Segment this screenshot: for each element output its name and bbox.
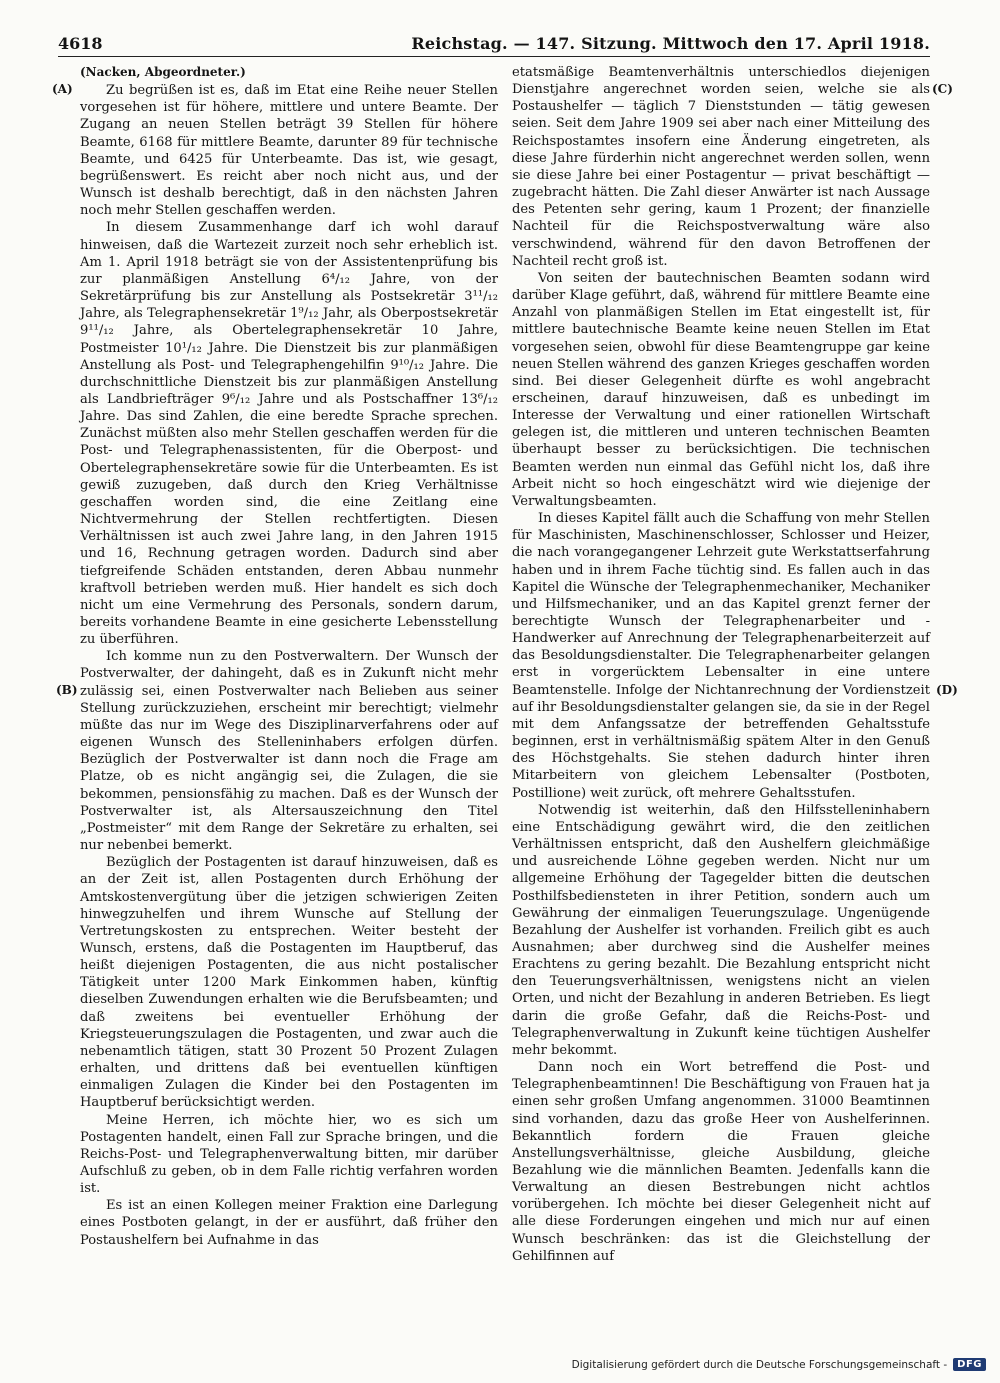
margin-marker-a: (A): [52, 82, 73, 96]
dfg-logo: DFG: [953, 1358, 986, 1371]
paragraph: Dann noch ein Wort betreffend die Post- und Telegraphenbeamtinnen! Die Beschäftigung von Frauen hat ja einen sehr großen Umfang angenommen. 31000 Beamtinnen sind vorhanden, dazu das große Heer von Aushelferinnen. Bekanntlich fordern die Frauen gleiche Anstellungsverhältnisse, gleiche Ausbildung, gleiche Bezahlung wie die männlichen Beamten. Jedenfalls kann die Verwaltung an diesen Bestrebungen nicht achtlos vorübergehen. Ich möchte bei dieser Gelegenheit nicht auf alle diese Forderungen eingehen und mich nur auf einen Wunsch beschränken: das ist die Gleichstellung der Gehilfinnen auf: [512, 1060, 930, 1264]
paragraph: Meine Herren, ich möchte hier, wo es sich um Postagenten handelt, einen Fall zur Sprache bringen, und die Reichs-Post- und Telegraphenverwaltung bitten, mir darüber Aufschluß zu geben, ob in dem Falle richtig verfahren worden ist.: [80, 1112, 498, 1197]
paragraph: Notwendig ist weiterhin, daß den Hilfsstelleninhabern eine Entschädigung gewährt wird, die den zeitlichen Verhältnissen entspricht, daß den Aushelfern gleichmäßige und ausreichende Löhne gegeben werden. Nicht nur um allgemeine Erhöhung der Tagegelder bitten die deutschen Posthilfsbediensteten in ihrer Petition, sondern auch um Gewährung der einmaligen Teuerungszulage. Ungenügende Bezahlung der Aushelfer ist vorhanden. Freilich gibt es auch Ausnahmen; aber durchweg sind die Aushelfer meines Erachtens zu gering bezahlt. Die Bezahlung entspricht nicht den Teuerungsverhältnissen, wenigstens nicht an vielen Orten, und nicht der Bezahlung in anderen Betrieben. Es liegt darin die große Gefahr, daß die Reichs-Post- und Telegraphenverwaltung in Zukunft keine tüchtigen Aushelfer mehr bekommt.: [512, 802, 930, 1058]
right-column: [512, 64, 930, 1265]
paragraph: Ich komme nun zu den Postverwaltern. Der Wunsch der Postverwalter, der dahingeht, daß es in Zukunft nicht mehr zulässig sei, einen Postverwalter nach Belieben aus seiner Stellung zurückzuziehen, erscheint mir berechtigt; vielmehr müßte das nur im Wege des Disziplinarverfahrens oder auf eigenen Wunsch des Stelleninhabers erfolgen dürfen. Bezüglich der Postverwalter ist dann noch die Frage am Platze, ob es nicht angängig sei, die Zulagen, die sie bekommen, pensionsfähig zu machen. Daß es der Wunsch der Postverwalter ist, als Altersauszeichnung den Titel „Postmeister“ mit dem Range der Sekretäre zu erhalten, sei nur nebenbei bemerkt.: [80, 649, 498, 854]
margin-marker-c: (C): [932, 82, 953, 96]
speaker-line: (Nacken, Abgeordneter.): [80, 65, 246, 79]
paragraph: Bezüglich der Postagenten ist darauf hinzuweisen, daß es an der Zeit ist, allen Postagenten durch Erhöhung der Amtskostenvergütung über die jetzigen schwierigen Zeiten hinwegzuhelfen und ihrem Wunsche auf Stellung der Vertretungskosten zu entsprechen. Weiter besteht der Wunsch, erstens, daß die Postagenten im Hauptberuf, das heißt diejenigen Postagenten, die aus nicht postalischer Tätigkeit unter 1200 Mark Einkommen haben, künftig dieselben Zuwendungen erhalten wie die Berufsbeamten; und daß zweitens bei eventueller Erhöhung der Kriegsteuerungszulagen die Postagenten, und zwar auch die nebenamtlich tätigen, statt 30 Prozent 50 Prozent Zulagen erhalten, und drittens daß bei eventuellen künftigen einmaligen Zulagen die Kinder bei den Postagenten im Hauptberuf berücksichtigt werden.: [80, 855, 498, 1111]
left-column: [80, 64, 498, 1249]
digitization-footer: [572, 1358, 986, 1371]
running-title: Reichstag. — 147. Sitzung. Mittwoch den 17. April 1918.: [411, 34, 930, 53]
paragraph: Es ist an einen Kollegen meiner Fraktion eine Darlegung eines Postboten gelangt, in der er ausführt, daß früher den Postaushelfern bei Aufnahme in das: [80, 1198, 498, 1248]
paragraph: Zu begrüßen ist es, daß im Etat eine Reihe neuer Stellen vorgesehen ist für höhere, mittlere und untere Beamte. Der Zugang an neuen Stellen beträgt 39 Stellen für höhere Beamte, 6168 für mittlere Beamte, darunter 89 für technische Beamte, und 6425 für Unterbeamte. Das ist, wie gesagt, begrüßenswert. Es reicht aber noch nicht aus, und der Wunsch ist deshalb berechtigt, daß in den nächsten Jahren noch mehr Stellen geschaffen werden.: [80, 83, 498, 219]
paragraph: In diesem Zusammenhange darf ich wohl darauf hinweisen, daß die Wartezeit zurzeit noch sehr erheblich ist. Am 1. April 1918 beträgt sie von der Assistentenprüfung bis zur planmäßigen Anstellung 6⁴/₁₂ Jahre, von der Sekretärprüfung bis zur Anstellung als Postsekretär 3¹¹/₁₂ Jahre, als Telegraphensekretär 1⁹/₁₂ Jahr, als Oberpostsekretär 9¹¹/₁₂ Jahre, als Obertelegraphensekretär 10 Jahre, Postmeister 10¹/₁₂ Jahre. Die Dienstzeit bis zur planmäßigen Anstellung als Post- und Telegraphengehilfin 9¹⁰/₁₂ Jahre. Die durchschnittliche Dienstzeit bis zur planmäßigen Anstellung als Landbriefträger 9⁶/₁₂ Jahre und als Postschaffner 13⁶/₁₂ Jahre. Das sind Zahlen, die eine beredte Sprache sprechen. Zunächst müßten also mehr Stellen geschaffen werden für die Post- und Telegraphenassistenten, für die Oberpost- und Obertelegraphensekretäre sowie für die Unterbeamten. Es ist gewiß zuzugeben, daß durch den Krieg Verhältnisse geschaffen worden sind, die eine Zeitlang eine Nichtvermehrung der Stellen rechtfertigten. Diesen Verhältnissen ist auch zwei Jahre lang, in den Jahren 1915 und 16, Rechnung getragen worden. Dadurch sind aber tiefgreifende Schäden entstanden, deren Abbau nunmehr kraftvoll betrieben werden muß. Hier handelt es sich doch nicht um eine Vermehrung des Personals, sondern darum, bereits vorhandene Beamte in eine gesicherte Lebensstellung zu überführen.: [80, 220, 498, 648]
paragraph: Von seiten der bautechnischen Beamten sodann wird darüber Klage geführt, daß, während für mittlere Beamte eine Anzahl von planmäßigen Stellen im Etat eingestellt ist, für mittlere bautechnische Beamte keine neuen Stellen im Etat vorgesehen seien, obwohl für diese Beamtengruppe gar keine neuen Stellen während des ganzen Krieges geschaffen worden sind. Bei dieser Gelegenheit dürfte es wohl angebracht erscheinen, darauf hinzuweisen, daß es unbedingt im Interesse der Verwaltung und einer rationellen Wirtschaft gelegen ist, die mittleren und unteren technischen Beamten überhaupt besser zu berücksichtigen. Die technischen Beamten werden nun einmal das Gefühl nicht los, daß ihre Arbeit nicht so hoch eingeschätzt wird wie diejenige der Verwaltungsbeamten.: [512, 270, 930, 509]
page-number: 4618: [58, 34, 103, 53]
running-header: [58, 34, 930, 57]
footer-text: Digitalisierung gefördert durch die Deutsche Forschungsgemeinschaft -: [571, 1358, 948, 1371]
paragraph: In dieses Kapitel fällt auch die Schaffung von mehr Stellen für Maschinisten, Maschinenschlosser, Schlosser und Heizer, die nach vorangegangener Lehrzeit gute Werkstattserfahrung haben und in ihrem Fache tüchtig sind. Es fallen auch in das Kapitel die Wünsche der Telegraphenmechaniker, Mechaniker und Hilfsmechaniker, und an das Kapitel grenzt ferner der berechtigte Wunsch der Telegraphenarbeiter und -Handwerker auf Anrechnung der Telegraphenarbeiterzeit auf das Besoldungsdienstalter. Die Telegraphenarbeiter gelangen erst in vorgerücktem Lebensalter in eine untere Beamtenstelle. Infolge der Nichtanrechnung der Vordienstzeit auf ihr Besoldungsdienstalter gelangen sie, da sie in der Regel mit dem Anfangssatze der betreffenden Gehaltsstufe beginnen, erst in verhältnismäßig spätem Alter in den Genuß des Höchstgehalts. Sie stehen dadurch hinter ihren Mitarbeitern von gleichem Lebensalter (Postboten, Postillione) weit zurück, oft mehrere Gehaltsstufen.: [512, 511, 930, 801]
paragraph: etatsmäßige Beamtenverhältnis unterschiedlos diejenigen Dienstjahre angerechnet worden seien, welche sie als Postaushelfer — täglich 7 Dienststunden — tätig gewesen seien. Seit dem Jahre 1909 sei aber nach einer Mitteilung des Reichspostamtes insofern eine Änderung eingetreten, als diese Jahre fürderhin nicht angerechnet werden sollen, wenn sie diese Jahre bei einer Postagentur — privat beschäftigt — zugebracht hätten. Die Zahl dieser Anwärter ist nach Aussage des Petenten sehr gering, kaum 1 Prozent; der finanzielle Nachteil für die Reichspostverwaltung wäre also verschwindend, während für den davon Betroffenen der Nachteil recht groß ist.: [512, 65, 930, 269]
margin-marker-b: (B): [56, 683, 78, 697]
margin-marker-d: (D): [936, 683, 958, 697]
